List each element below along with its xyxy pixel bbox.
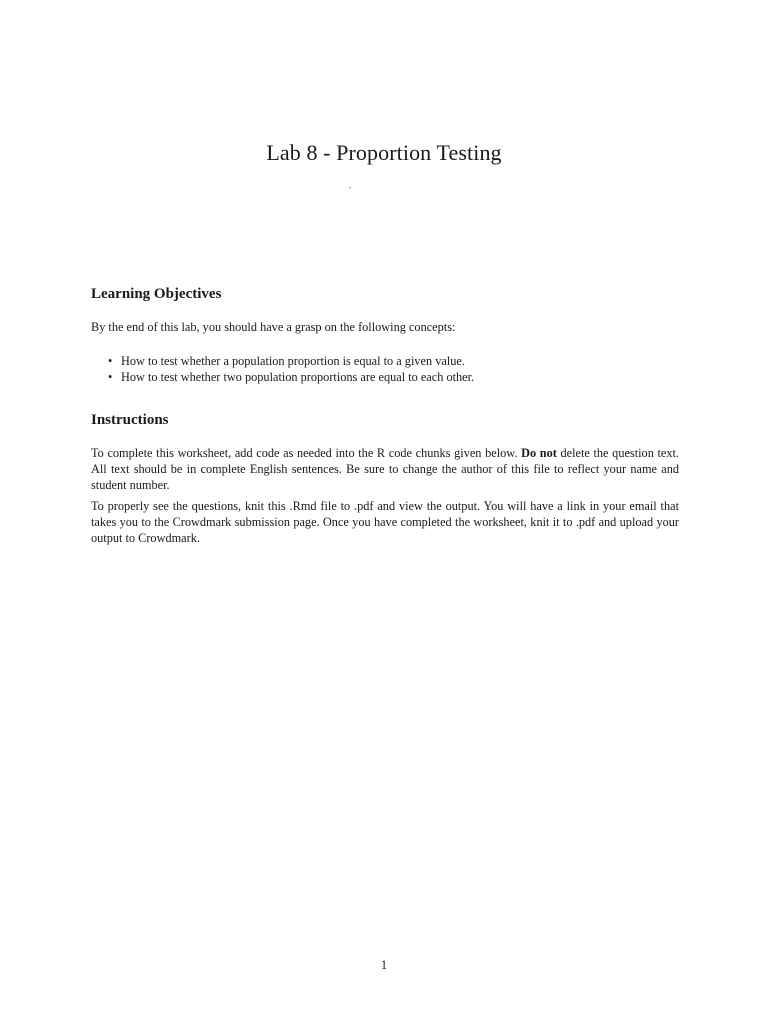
instructions-heading: Instructions	[91, 412, 169, 428]
learning-objectives-intro: By the end of this lab, you should have a grasp on the following concepts:	[91, 320, 456, 334]
bullet-icon: •	[108, 354, 113, 368]
page-number: 1	[380, 958, 388, 972]
instructions-paragraph-knit: To properly see the questions, knit this .Rmd file to .pdf and view the output. You will have a link in your email that takes you to the Crowdmark submission page. Once you have completed the worksheet, knit it to .pdf and upload your output to Crowdmark.	[91, 499, 679, 545]
instructions-text-end: delete the question text. All text should be in complete English sentences. Be sure to change the author of this file to reflect your name and student number.	[91, 446, 680, 492]
instructions-paragraph-complete	[91, 445, 679, 493]
list-item-text: How to test whether two population proportions are equal to each other.	[121, 370, 475, 384]
bullet-icon: •	[108, 370, 113, 384]
document-author: -	[348, 183, 352, 192]
learning-objectives-heading: Learning Objectives	[91, 286, 222, 302]
list-item-text: How to test whether a population proportion is equal to a given value.	[121, 354, 465, 368]
instructions-text-start: To complete this worksheet, add code as needed into the R code chunks given below.	[91, 446, 522, 460]
list-item	[91, 353, 679, 369]
document-title: Lab 8 - Proportion Testing	[266, 140, 502, 165]
list-item	[91, 369, 679, 385]
learning-objectives-list	[91, 353, 679, 385]
do-not-emphasis: Do not	[521, 446, 557, 460]
